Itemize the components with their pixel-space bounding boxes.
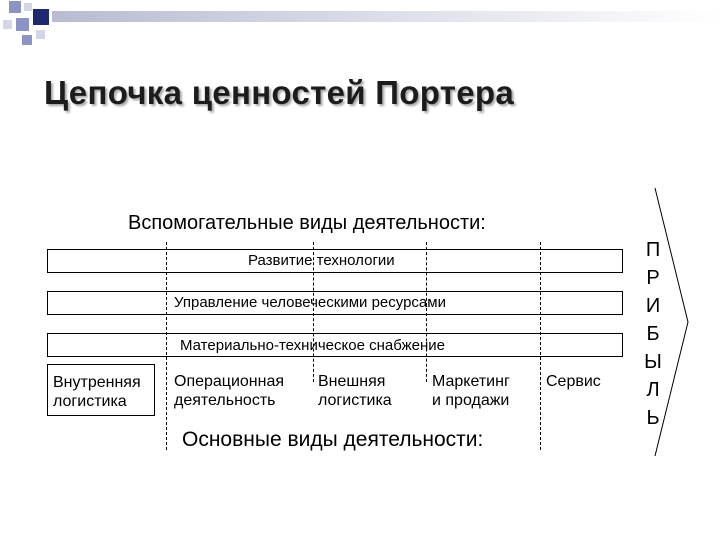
cell-line: деятельность	[174, 392, 276, 409]
cell-line: логистика	[318, 392, 392, 409]
primary-cell-inbound-logistics	[47, 364, 155, 416]
primary-cell-service	[541, 364, 623, 416]
cell-line: Маркетинг	[432, 373, 510, 390]
page-title: Цепочка ценностей Портера	[44, 74, 514, 111]
dashed-divider	[426, 242, 427, 382]
decor-square	[22, 35, 32, 45]
primary-cell-outbound-logistics	[313, 364, 423, 416]
cell-line: Сервис	[546, 373, 601, 390]
decor-square	[9, 1, 21, 13]
cell-line: Операционная	[174, 373, 285, 390]
cell-line: Внешняя	[318, 373, 386, 390]
decor-square	[24, 3, 32, 11]
cell-line: Внутренняя	[53, 374, 141, 391]
profit-label	[643, 236, 663, 432]
cell-line: логистика	[53, 393, 127, 410]
profit-letter: Ы	[644, 351, 662, 373]
decor-square	[16, 18, 29, 31]
primary-activities-heading: Основные виды деятельности:	[182, 428, 484, 451]
profit-letter: Ь	[646, 407, 660, 429]
decor-square	[33, 9, 49, 25]
profit-arrow	[620, 180, 710, 465]
profit-letter: И	[645, 295, 661, 317]
profit-letter: П	[645, 239, 661, 261]
support-label-technology: Развитие технологии	[248, 252, 395, 269]
support-activities-heading: Вспомогательные виды деятельности:	[128, 212, 486, 234]
support-label-procurement: Материально-техническое снабжение	[180, 337, 446, 354]
cell-line: и продажи	[432, 392, 510, 409]
profit-letter: Б	[646, 323, 660, 345]
profit-letter: Р	[646, 267, 660, 289]
primary-cell-marketing-sales	[427, 364, 537, 416]
decor-square	[3, 20, 12, 29]
profit-letter: Л	[646, 379, 660, 401]
support-label-hr: Управление человеческими ресурсами	[174, 294, 446, 311]
header-gradient-band	[52, 11, 720, 22]
header-decoration	[0, 0, 720, 50]
decor-square	[36, 30, 45, 39]
primary-activities-row	[47, 364, 623, 419]
primary-cell-operations	[169, 364, 309, 416]
